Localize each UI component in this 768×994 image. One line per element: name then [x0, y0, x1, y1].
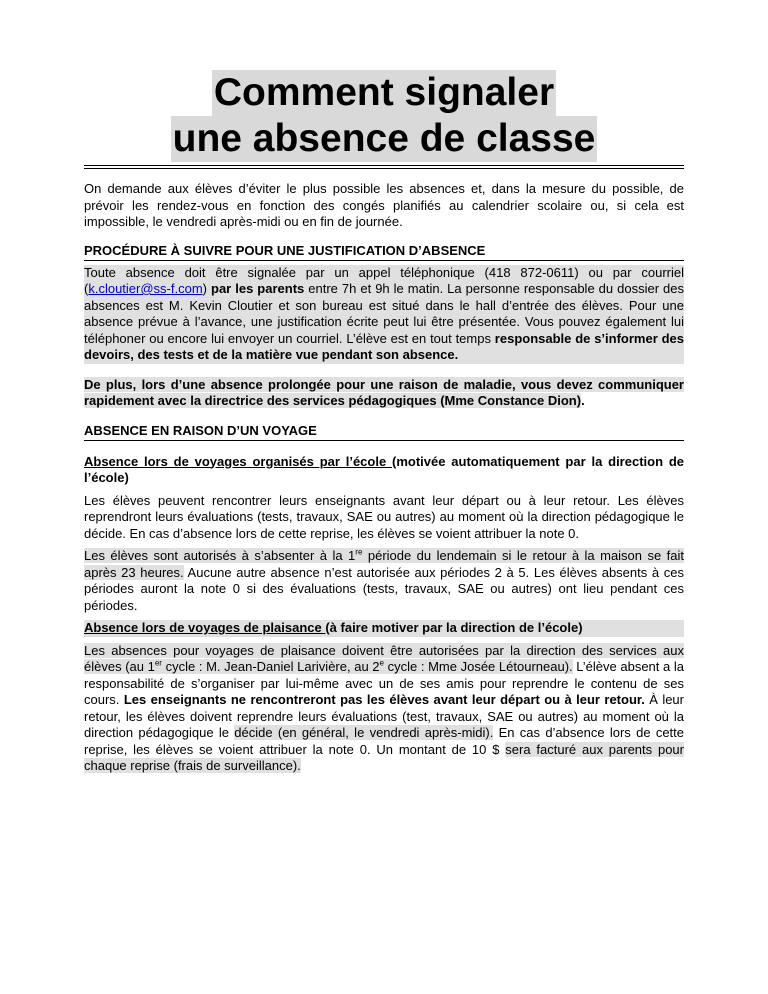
pleasure-h: sera facturé aux parents pour chaque reprise (frais de surveillance). [84, 741, 684, 773]
subheading-school-trips-rest: (motivée automatiquement par la direction de l’école) [84, 453, 684, 485]
superscript-e: e [379, 658, 384, 668]
subheading-school-trips [84, 454, 684, 487]
superscript-re: re [355, 547, 363, 557]
subheading-school-trips-underlined: Absence lors de voyages organisés par l’école [84, 453, 393, 469]
school-trips-paragraph-2 [84, 548, 684, 614]
pleasure-e: À leur retour, les élèves doivent reprendre leurs évaluations (test, travaux, SAE ou autres) au moment où la direction pédagogique le [84, 692, 684, 740]
illness-paragraph [84, 377, 684, 410]
section-heading-procedure: PROCÉDURE À SUIVRE POUR UNE JUSTIFICATION D’ABSENCE [84, 243, 684, 261]
subheading-pleasure-trips [84, 620, 684, 637]
procedure-text-a: Toute absence doit être signalée par un appel téléphonique (418 872-0611) ou par courriel ( [84, 264, 684, 296]
procedure-bold-responsible: responsable de s’informer des devoirs, des tests et de la matière vue pendant son absence. [84, 330, 684, 362]
superscript-er: er [154, 658, 162, 668]
email-link[interactable]: k.cloutier@ss-f.com [88, 281, 203, 296]
pleasure-d: L’élève absent a la responsabilité de s’organiser par lui-même avec un de ses amis pour reprendre le contenu de ses cours. [84, 659, 684, 707]
title-block [84, 70, 684, 162]
pleasure-a: Les absences pour voyages de plaisance doivent être autorisées par la direction des services aux élèves (au 1 [84, 642, 684, 674]
procedure-text-b: ) [202, 281, 208, 296]
pleasure-trips-paragraph [84, 643, 684, 775]
document-page [84, 0, 684, 775]
procedure-text-c: entre 7h et 9h le matin. La personne responsable du dossier des absences est M. Kevin Cloutier et son bureau est situé dans le hall d’entrée des élèves. Pour une absence prévue à l’avance, une justification écrite peut lui être présentée. Vous pouvez également lui téléphoner ou encore lui envoyer un courriel. L’élève est en tout temps [84, 281, 684, 346]
pleasure-c: cycle : Mme Josée Létourneau). [383, 659, 573, 674]
school-trips-p2-b: période du lendemain si le retour à la maison se fait après 23 heures. [84, 548, 684, 580]
procedure-bold-parents: par les parents [207, 281, 305, 296]
pleasure-g: En cas d’absence lors de cette reprise, les élèves se voient attribuer la note 0. Un montant de 10 $ [84, 725, 685, 757]
procedure-paragraph [84, 265, 684, 364]
title-rule [84, 165, 684, 169]
pleasure-b: cycle : M. Jean-Daniel Larivière, au 2 [161, 659, 380, 674]
illness-text: De plus, lors d’une absence prolongée pour une raison de maladie, vous devez communiquer rapidement avec la directrice des services pédagogiques (Mme Constance Dion) [84, 376, 684, 408]
section-heading-voyage: ABSENCE EN RAISON D’UN VOYAGE [84, 423, 684, 441]
illness-period: . [581, 393, 585, 408]
school-trips-p2-a: Les élèves sont autorisés à s’absenter à la 1 [84, 548, 356, 563]
intro-paragraph: On demande aux élèves d’éviter le plus possible les absences et, dans la mesure du possible, de prévoir les rendez-vous en fonction des congés planifiés au calendrier scolaire ou, si cela est impossible, le vendredi après-midi ou en fin de journée. [84, 181, 684, 229]
pleasure-f: décide (en général, le vendredi après-midi). [234, 725, 494, 740]
school-trips-paragraph-1: Les élèves peuvent rencontrer leurs enseignants avant leur départ ou à leur retour. Les élèves reprendront leurs évaluations (tests, travaux, SAE ou autres) au moment où la direction pédagogique le décide. En cas d’absence lors de cette reprise, les élèves se voient attribuer la note 0. [84, 492, 684, 541]
subheading-pleasure-trips-rest: (à faire motiver par la direction de l’école) [325, 620, 583, 635]
title-line-1: Comment signaler [213, 71, 555, 114]
school-trips-p2-c: Aucune autre absence n’est autorisée aux périodes 2 à 5. Les élèves absents à ces périodes auront la note 0 si des évaluations (tests, travaux, SAE ou autres) ont lieu pendant ces périodes. [84, 564, 684, 613]
subheading-pleasure-trips-underlined: Absence lors de voyages de plaisance [84, 620, 326, 635]
title-line-2: une absence de classe [172, 117, 596, 160]
pleasure-bold: Les enseignants ne rencontreront pas les élèves avant leur départ ou à leur retour. [123, 692, 645, 707]
